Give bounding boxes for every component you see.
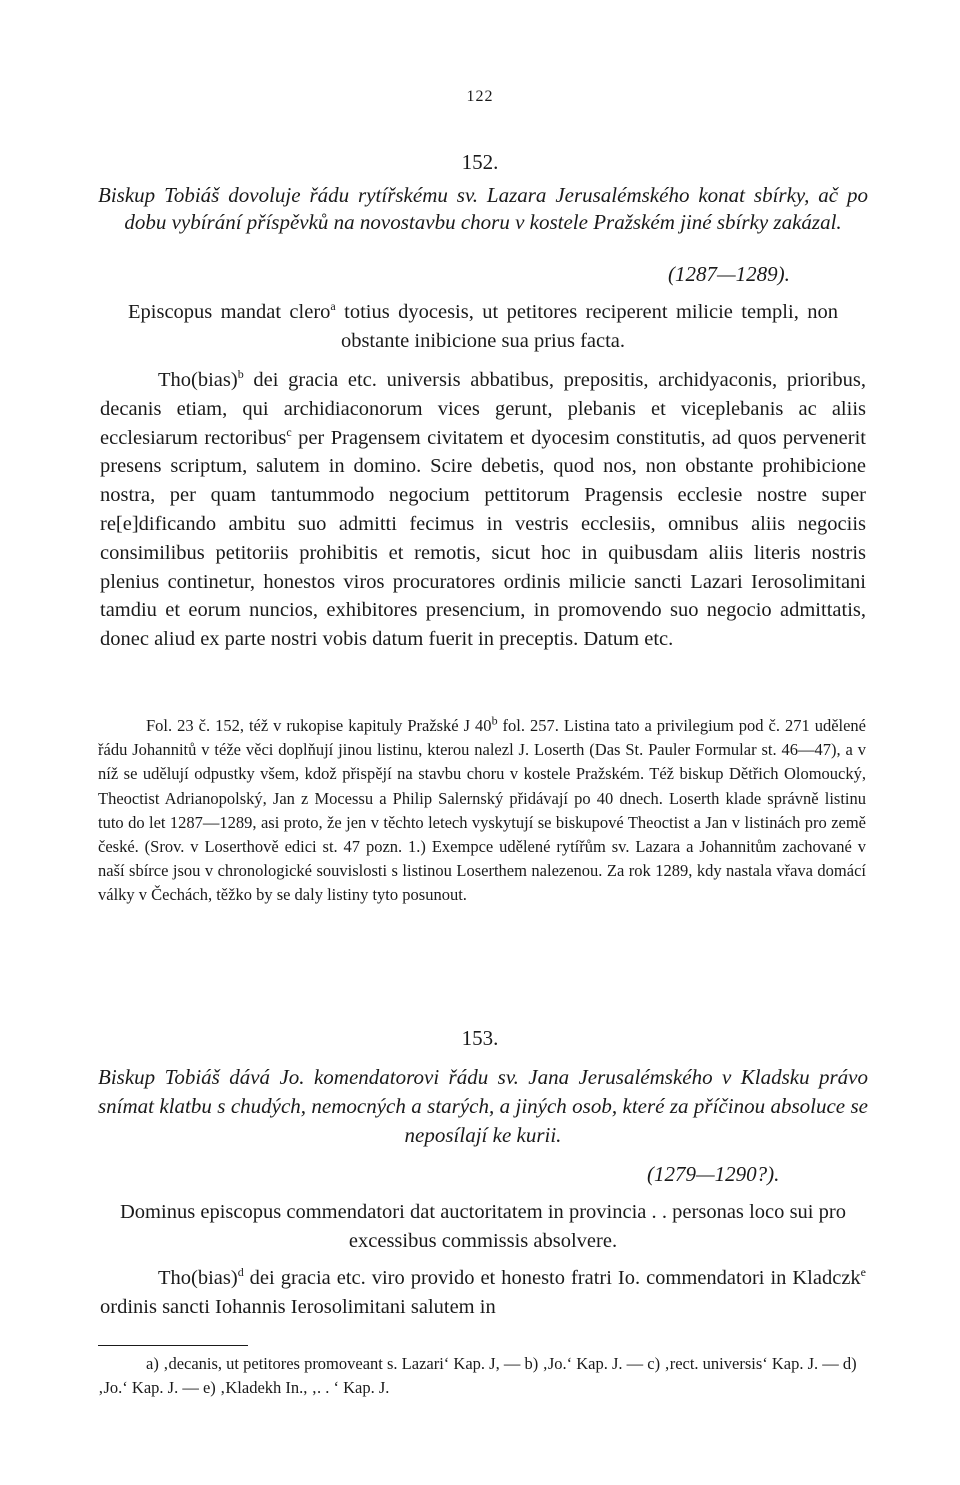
body-text: dei gracia etc. universis abbatibus, prepositis, archidyaconis, prioribus, decanis etiam, qui archidiaconorum vices gerunt, plebanis et viceplebanis ac aliis ecclesiarum rectoribus xyxy=(100,369,866,449)
footnote-mark: d xyxy=(237,1265,244,1280)
entry-heading: Biskup Tobiáš dovoluje řádu rytířskému sv. Lazara Jerusalémského konat sbírky, ač po dobu vybírání příspěvků na novostavbu choru v kostele Pražském jiné sbírky zakázal. xyxy=(98,183,868,234)
body-text: ordinis sancti Iohannis Ierosolimitani salutem in xyxy=(100,1295,496,1318)
footnote-divider xyxy=(98,1345,248,1346)
entry-regest: Dominus episcopus commendatori dat auctoritatem in provincia . . personas loco sui pro excessibus commissis absolvere. xyxy=(120,1201,846,1252)
footnote-mark: c xyxy=(286,424,292,439)
footnote-mark: b xyxy=(237,367,244,382)
body-text: dei gracia etc. viro provido et honesto fratri Io. commendatori in Kladczk xyxy=(243,1267,861,1289)
entry-date: (1287—1289). xyxy=(668,262,790,286)
entry-regest xyxy=(128,298,838,356)
footnote-mark: e xyxy=(860,1265,866,1280)
body-text: Tho(bias) xyxy=(158,369,238,391)
regest-text: totius dyocesis, ut petitores reciperent milicie templi, non obstante inibicione sua prius facta. xyxy=(335,301,838,352)
entry-number: 152. xyxy=(461,150,499,174)
entry-heading: Biskup Tobiáš dává Jo. komendatorovi řádu sv. Jana Jerusalémského v Kladsku právo snímat klatbu s chudých, nemocných a starých, a jiných osob, které za příčinou absoluce se neposílají ke kurii. xyxy=(98,1065,868,1147)
body-text: per Pragensem civitatem et dyocesim constitutis, ad quos pervenerit presens scriptum, salutem in domino. Scire debetis, quod nos, non obstante prohibicione nostra, per quam tantummodo negocium pettitorum Pragensis ecclesie nostre super re[e]dificando ambitu suo admitti fecimus in vestris ecclesiis, omnibus aliis negociis consimilibus petitoriis prohibitis et remotis, sicut hoc in quibusdam aliis literis nostris plenius continetur, honestos viros procuratores ordinis milicie sancti Lazari Ierosolimitani tamdiu et eorum nuncios, exhibitores presencium, in promovendo suo negocio admittatis, donec aliud ex parte nostri vobis datum fuerit in preceptis. Datum etc. xyxy=(100,426,866,651)
critical-apparatus: a) ‚decanis, ut petitores promoveant s. Lazari‘ Kap. J, — b) ‚Jo.‘ Kap. J. — c) ‚rect. universis‘ Kap. J. — d) ‚Jo.‘ Kap. J. — e) ‚Kladekh In., ‚. . ‘ Kap. J. xyxy=(98,1354,857,1397)
body-text: Tho(bias) xyxy=(158,1267,238,1289)
editorial-note xyxy=(98,714,866,908)
footnote-mark: a xyxy=(330,299,336,314)
entry-date: (1279—1290?). xyxy=(647,1162,780,1186)
regest-text: Episcopus mandat clero xyxy=(128,301,331,323)
note-text: fol. 257. Listina tato a privilegium pod č. 271 udělené řádu Johannitů v téže věci doplňují jinou listinu, kterou nalezl J. Loserth (Das St. Pauler Formular st. 46—47), a v níž se udělují odpustky všem, kdož přispějí na stavbu choru v kostele Pražském. Též biskup Dětřich Olomoucký, Theoctist Adrianopolský, Jan z Mocessu a Philip Salernský přidávají po 40 dnech. Loserth klade správně listinu tuto do let 1287—1289, asi proto, že jen v těchto letech vyskytují se biskupové Theoctist a Jan v listinách pro země české. (Srov. v Loserthově edici st. 47 pozn. 1.) Exempce udělené rytířům sv. Lazara a Johannitům zachované v naší sbírce jsou v chronologické souvislosti s listinou Loserthem nalezenou. Za rok 1289, kdy nastala vřava domácí války v Čechách, těžko by se daly listiny tyto posunout. xyxy=(98,716,867,905)
entry-number: 153. xyxy=(461,1026,499,1050)
entry-body xyxy=(100,1264,866,1322)
superscript: b xyxy=(491,713,498,728)
entry-body xyxy=(100,366,866,654)
page-number: 122 xyxy=(466,88,494,105)
note-text: Fol. 23 č. 152, též v rukopise kapituly Pražské J 40 xyxy=(146,716,492,735)
